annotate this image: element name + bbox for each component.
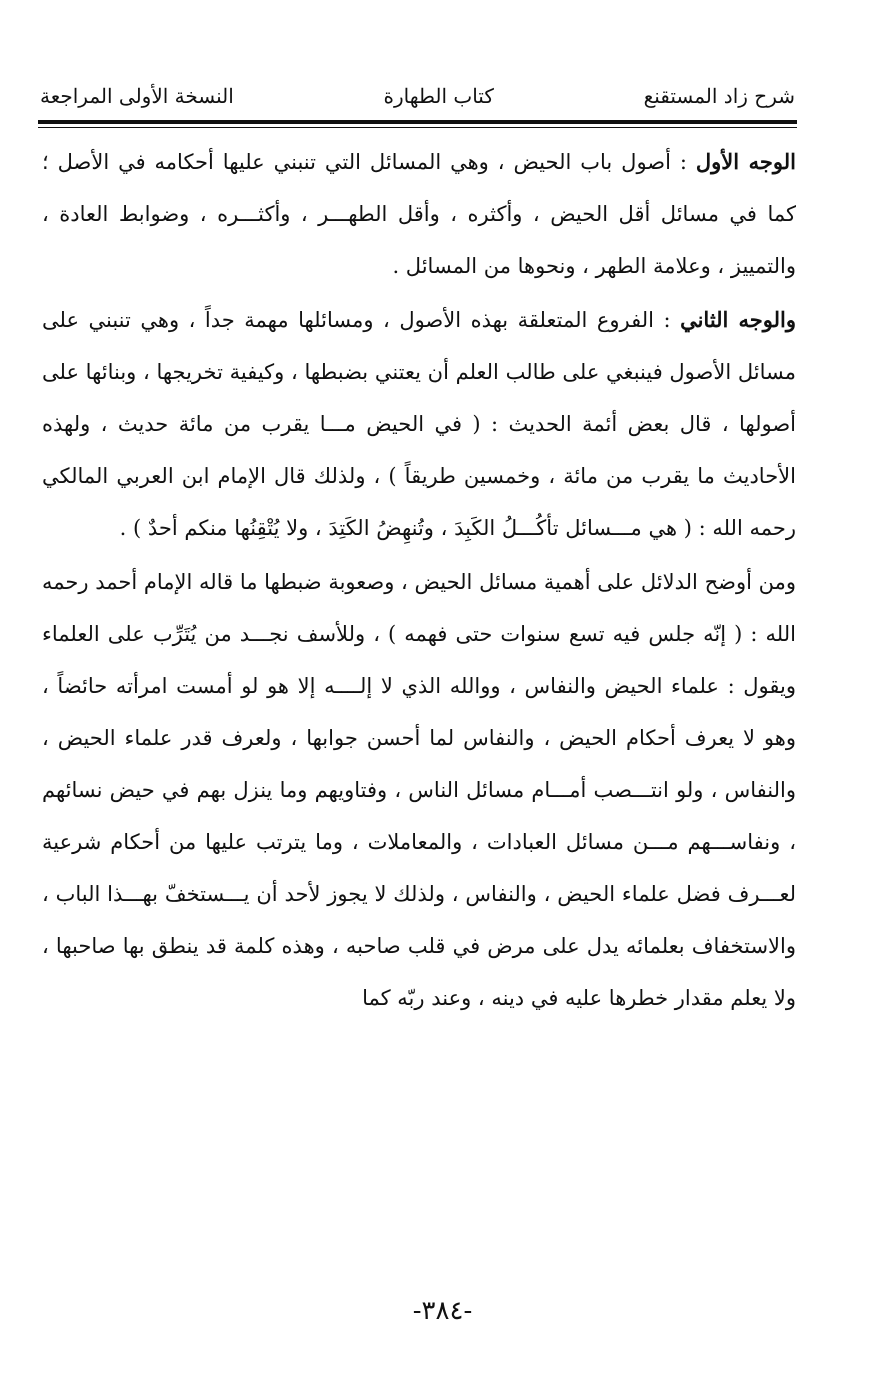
paragraph-text: ومن أوضح الدلائل على أهمية مسائل الحيض ، وصعوبة ضبطها ما قاله الإمام أحمد رحمه الله : ( إنّه جلس فيه تسع سنوات حتى فهمه ) ، وللأسف نجـــد من يُتَرِّب على العلماء ويقول : علماء الحيض والنفاس ، ووالله الذي لا إلــــه إلا هو لو أمست امرأته حائضاً ، وهو لا يعرف أحكام الحيض ، والنفاس لما أحسن جوابها ، ولعرف قدر علماء الحيض ، والنفاس ، ولو انتـــصب أمـــام مسائل الناس ، وفتاويهم وما ينزل بهم في حيض نسائهم ، ونفاســـهم مـــن مسائل العبادات ، والمعاملات ، وما يترتب عليها من أحكام شرعية لعـــرف فضل علماء الحيض ، والنفاس ، ولذلك لا يجوز لأحد أن يـــستخفّ بهـــذا الباب ، والاستخفاف بعلمائه يدل على مرض في قلب صاحبه ، وهذه كلمة قد ينطق بها صاحبها ، ولا يعلم مقدار خطرها عليه في دينه ، وعند ربّه كما <box>42 570 796 1010</box>
paragraph-lead: والوجه الثاني <box>680 307 797 332</box>
running-header <box>40 78 795 114</box>
header-edition: النسخة الأولى المراجعة <box>40 84 234 108</box>
paragraph-evidence <box>42 556 796 1024</box>
header-book-title: شرح زاد المستقنع <box>643 84 795 108</box>
page-body <box>42 136 796 1024</box>
header-chapter: كتاب الطهارة <box>383 84 494 108</box>
page-number: -٣٨٤- <box>412 1296 473 1326</box>
header-rule-thick <box>38 120 797 124</box>
paragraph-second-aspect <box>42 294 796 554</box>
header-rule-thin <box>38 127 797 128</box>
paragraph-lead: الوجه الأول <box>695 149 796 174</box>
paragraph-first-aspect <box>42 136 796 292</box>
paragraph-text: : أصول باب الحيض ، وهي المسائل التي تنبني عليها أحكامه في الأصل ؛ كما في مسائل أقل الحيض ، وأكثره ، وأقل الطهـــر ، وأكثـــره ، وضوابط العادة ، والتمييز ، وعلامة الطهر ، ونحوها من المسائل . <box>42 150 796 278</box>
paragraph-text: : الفروع المتعلقة بهذه الأصول ، ومسائلها مهمة جداً ، وهي تنبني على مسائل الأصول فينبغي على طالب العلم أن يعتني بضبطها ، وكيفية تخريجها ، وبنائها على أصولها ، قال بعض أئمة الحديث : ( في الحيض مـــا يقرب من مائة حديث ، ولهذه الأحاديث ما يقرب من مائة ، وخمسين طريقاً ) ، ولذلك قال الإمام ابن العربي المالكي رحمه الله : ( هي مـــسائل تأكُـــلُ الكَبِدَ ، وتُنهِضُ الكَتِدَ ، ولا يُتْقِنُها منكم أحدٌ ) . <box>42 308 796 540</box>
